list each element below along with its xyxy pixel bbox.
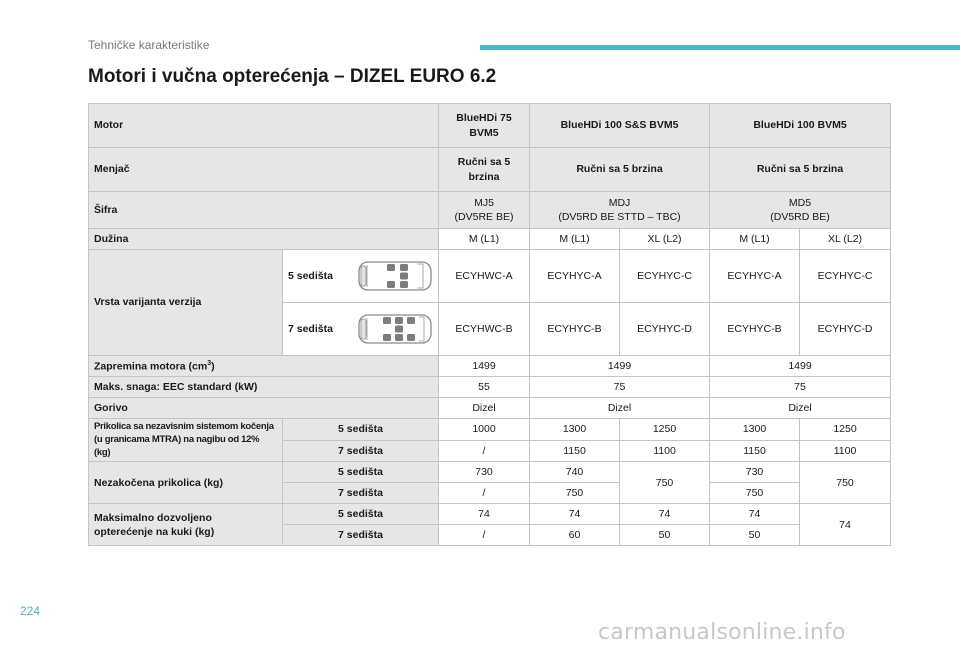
seats-5-cell	[283, 250, 439, 303]
seats-5-sublabel: 5 sedišta	[283, 462, 439, 483]
braked-trailer-cell: 1300	[710, 419, 800, 441]
seats-5-sublabel: 5 sedišta	[283, 419, 439, 441]
code-main: MDJ	[608, 196, 631, 209]
section-header: Tehničke karakteristike	[88, 38, 210, 52]
row-label-nezakocena: Nezakočena prikolica (kg)	[89, 462, 283, 504]
braked-trailer-label-line2: (u granicama MTRA) na nagibu od 12% (kg)	[94, 433, 260, 458]
table-row	[89, 419, 891, 441]
unbraked-trailer-cell: 750	[710, 483, 800, 504]
displacement-unit-sup: 3	[207, 359, 212, 367]
seats-7-sublabel: 7 sedišta	[283, 483, 439, 504]
row-label-verzija: Vrsta varijanta verzija	[89, 250, 283, 356]
row-label-motor: Motor	[89, 104, 439, 148]
version-cell: ECYHYC-A	[710, 250, 800, 303]
braked-trailer-cell: /	[439, 440, 530, 462]
code-cell	[439, 192, 530, 229]
length-cell: M (L1)	[439, 229, 530, 250]
table-row	[89, 148, 891, 192]
unbraked-trailer-cell: 740	[530, 462, 620, 483]
length-cell: M (L1)	[530, 229, 620, 250]
braked-trailer-label-line1: Prikolica sa nezavisnim sistemom kočenja	[94, 421, 274, 432]
row-label-kuka	[89, 504, 283, 546]
seats-7-sublabel: 7 sedišta	[283, 525, 439, 546]
fuel-cell: Dizel	[710, 398, 891, 419]
engine-spec-table	[88, 103, 891, 546]
hitch-load-cell: 60	[530, 525, 620, 546]
version-cell: ECYHYC-D	[800, 303, 891, 356]
row-label-gorivo: Gorivo	[89, 398, 439, 419]
unbraked-trailer-cell: 750	[530, 483, 620, 504]
unbraked-trailer-cell: 730	[710, 462, 800, 483]
table-row	[89, 192, 891, 229]
hitch-load-merged-cell: 74	[800, 504, 891, 546]
version-cell: ECYHYC-C	[620, 250, 710, 303]
power-cell: 75	[710, 377, 891, 398]
table-row	[89, 104, 891, 148]
length-cell: XL (L2)	[620, 229, 710, 250]
code-detail: (DV5RD BE)	[770, 211, 830, 223]
displacement-cell: 1499	[530, 356, 710, 377]
version-cell: ECYHYC-A	[530, 250, 620, 303]
fuel-cell: Dizel	[530, 398, 710, 419]
van-7-seats-icon	[357, 309, 433, 349]
power-cell: 75	[530, 377, 710, 398]
version-cell: ECYHWC-B	[439, 303, 530, 356]
displacement-label: Zapremina motora (cm	[94, 360, 208, 373]
fuel-cell: Dizel	[439, 398, 530, 419]
code-detail: (DV5RE BE)	[454, 211, 514, 223]
seats-7-label: 7 sedišta	[288, 322, 333, 335]
displacement-label-end: )	[211, 360, 215, 373]
table-row	[89, 356, 891, 377]
braked-trailer-cell: 1300	[530, 419, 620, 441]
gearbox-cell: Ručni sa 5 brzina	[530, 148, 710, 192]
seats-5-label: 5 sedišta	[288, 269, 333, 282]
unbraked-trailer-cell: /	[439, 483, 530, 504]
displacement-cell: 1499	[710, 356, 891, 377]
braked-trailer-cell: 1250	[800, 419, 891, 441]
row-label-duzina: Dužina	[89, 229, 439, 250]
row-label-snaga: Maks. snaga: EEC standard (kW)	[89, 377, 439, 398]
header-accent-bar	[480, 45, 960, 50]
van-5-seats-icon	[357, 256, 433, 296]
unbraked-trailer-cell: 730	[439, 462, 530, 483]
table-row	[89, 462, 891, 483]
braked-trailer-cell: 1000	[439, 419, 530, 441]
motor-header: BlueHDi 100 S&S BVM5	[530, 104, 710, 148]
power-cell: 55	[439, 377, 530, 398]
hitch-load-cell: 74	[620, 504, 710, 525]
hitch-load-cell: 74	[710, 504, 800, 525]
watermark: carmanualsonline.info	[598, 620, 846, 645]
code-detail: (DV5RD BE STTD – TBC)	[558, 211, 681, 223]
code-cell	[530, 192, 710, 229]
hitch-label-line1: Maksimalno dozvoljeno	[94, 511, 212, 524]
row-label-zapremina	[89, 356, 439, 377]
table-row	[89, 377, 891, 398]
row-label-sifra: Šifra	[89, 192, 439, 229]
table-row	[89, 229, 891, 250]
hitch-load-cell: 74	[439, 504, 530, 525]
unbraked-trailer-merged-cell: 750	[800, 462, 891, 504]
braked-trailer-cell: 1100	[800, 440, 891, 462]
motor-header: BlueHDi 75 BVM5	[439, 104, 530, 148]
braked-trailer-cell: 1150	[710, 440, 800, 462]
gearbox-cell: Ručni sa 5 brzina	[439, 148, 530, 192]
braked-trailer-cell: 1150	[530, 440, 620, 462]
page-number: 224	[20, 604, 41, 618]
length-cell: M (L1)	[710, 229, 800, 250]
hitch-load-cell: 74	[530, 504, 620, 525]
length-cell: XL (L2)	[800, 229, 891, 250]
hitch-load-cell: 50	[710, 525, 800, 546]
hitch-label-line2: opterećenje na kuki (kg)	[94, 525, 215, 538]
version-cell: ECYHYC-D	[620, 303, 710, 356]
braked-trailer-cell: 1100	[620, 440, 710, 462]
displacement-cell: 1499	[439, 356, 530, 377]
seats-5-sublabel: 5 sedišta	[283, 504, 439, 525]
code-cell	[710, 192, 891, 229]
version-cell: ECYHYC-C	[800, 250, 891, 303]
motor-header: BlueHDi 100 BVM5	[710, 104, 891, 148]
table-row	[89, 504, 891, 525]
version-cell: ECYHYC-B	[710, 303, 800, 356]
seats-7-sublabel: 7 sedišta	[283, 440, 439, 462]
table-row	[89, 398, 891, 419]
row-label-kocena	[89, 419, 283, 462]
version-cell: ECYHYC-B	[530, 303, 620, 356]
hitch-load-cell: 50	[620, 525, 710, 546]
code-main: MD5	[788, 196, 812, 209]
code-main: MJ5	[474, 196, 494, 209]
row-label-menjac: Menjač	[89, 148, 439, 192]
seats-7-cell	[283, 303, 439, 356]
version-cell: ECYHWC-A	[439, 250, 530, 303]
page-title: Motori i vučna opterećenja – DIZEL EURO 6.2	[88, 66, 497, 87]
unbraked-trailer-merged-cell: 750	[620, 462, 710, 504]
gearbox-cell: Ručni sa 5 brzina	[710, 148, 891, 192]
table-row	[89, 250, 891, 303]
braked-trailer-cell: 1250	[620, 419, 710, 441]
hitch-load-cell: /	[439, 525, 530, 546]
